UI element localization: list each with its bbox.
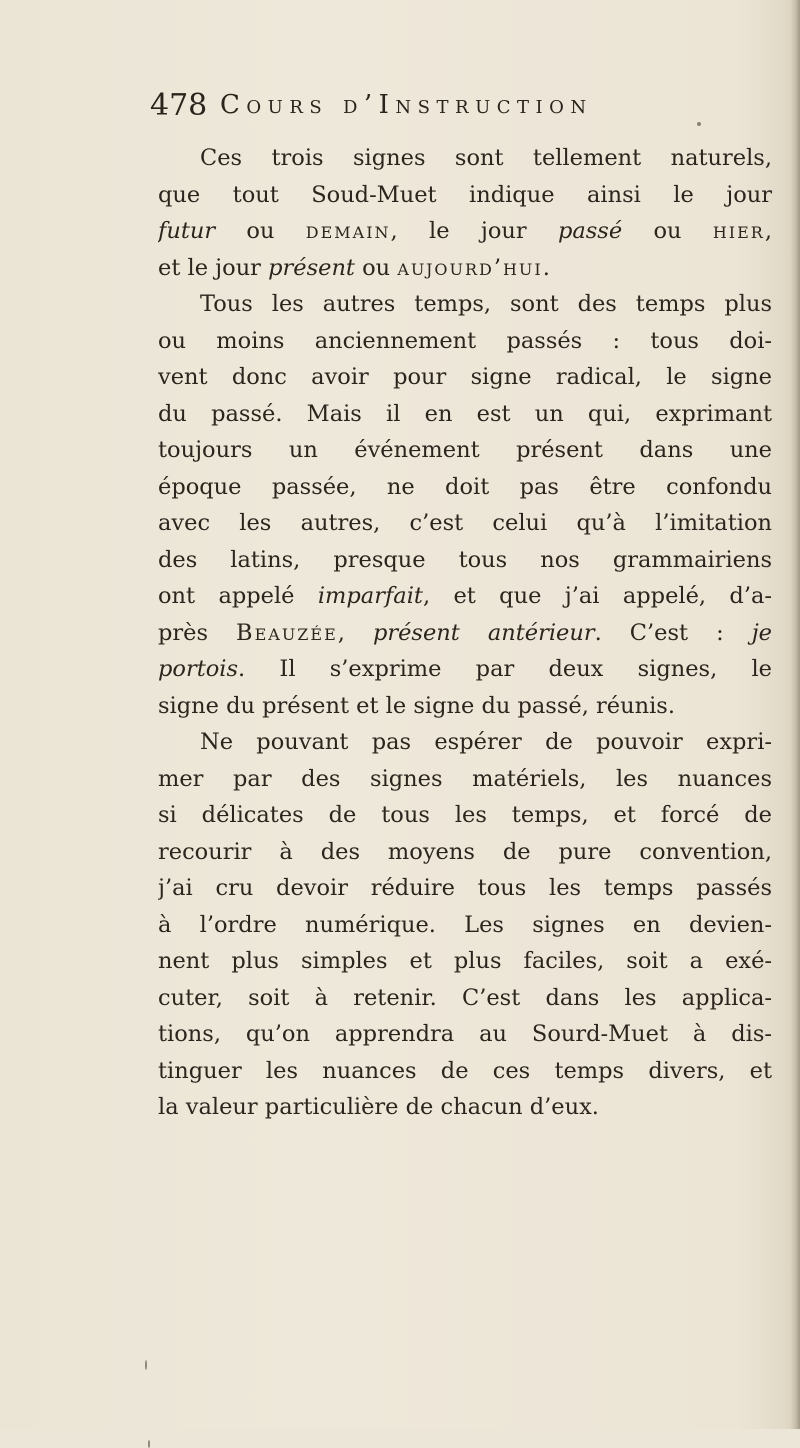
text-line — [158, 323, 772, 360]
text-run: mer par des signes matériels, les nuances — [158, 765, 772, 792]
paragraph-2 — [158, 286, 772, 724]
text-line — [158, 834, 772, 871]
text-run: et le jour — [158, 254, 269, 281]
text-run: à l’ordre numérique. Les signes en devien- — [158, 911, 772, 938]
text-run: près — [158, 619, 237, 646]
text-line — [158, 1089, 772, 1126]
text-line — [158, 396, 772, 433]
text-line — [158, 542, 772, 579]
text-line — [158, 286, 772, 323]
text-run: Tous les autres temps, sont des temps plus — [200, 291, 772, 317]
text-run: . — [542, 254, 550, 281]
text-run: Ces trois signes sont tellement naturels, — [200, 145, 772, 171]
text-run: ou — [622, 218, 713, 244]
text-line — [158, 578, 772, 615]
body-text — [158, 140, 772, 1126]
text-line — [158, 651, 772, 688]
text-line — [158, 797, 772, 834]
text-run: tions, qu’on apprendra au Sourd-Muet à dis- — [158, 1021, 772, 1047]
text-line — [158, 469, 772, 506]
text-run: époque passée, ne doit pas être confondu — [158, 473, 772, 500]
text-run: que tout Soud-Muet indique ainsi le jour — [158, 181, 772, 208]
text-line — [158, 943, 772, 980]
italic-run: je — [751, 619, 772, 646]
text-line — [158, 505, 772, 542]
text-line — [158, 1053, 772, 1090]
text-line — [158, 432, 772, 469]
text-run: nent plus simples et plus faciles, soit a exé- — [158, 948, 772, 974]
text-line — [158, 688, 772, 725]
scan-speck — [697, 122, 701, 126]
text-line — [158, 213, 772, 250]
text-line — [158, 615, 772, 652]
text-run: ou — [215, 218, 306, 244]
small-caps-run: hier — [712, 218, 765, 244]
text-run: vent donc avoir pour signe radical, le signe — [158, 364, 772, 390]
text-line — [158, 177, 772, 214]
italic-run: présent — [268, 254, 355, 281]
scan-speck — [145, 1360, 147, 1370]
text-run: cuter, soit à retenir. C’est dans les applica- — [158, 984, 772, 1011]
text-run: signe du présent et le signe du passé, réunis. — [158, 692, 675, 719]
text-run: Ne pouvant pas espérer de pouvoir expri- — [200, 729, 772, 755]
paragraph-1 — [158, 140, 772, 286]
page-edge-shadow — [790, 0, 800, 1429]
page-number: 478 — [150, 88, 208, 123]
text-line — [158, 907, 772, 944]
text-run: ont appelé — [158, 583, 318, 609]
text-run: avec les autres, c’est celui qu’à l’imitation — [158, 510, 772, 536]
italic-run: présent antérieur — [372, 619, 595, 646]
text-run: , — [337, 619, 373, 646]
small-caps-run: aujourd’hui — [397, 254, 543, 281]
text-run: , le jour — [390, 218, 558, 244]
text-run: la valeur particulière de chacun d’eux. — [158, 1094, 599, 1120]
scan-speck — [148, 1440, 150, 1448]
text-line — [158, 980, 772, 1017]
italic-run: passé — [557, 218, 623, 244]
running-title: Cours d’Instruction — [220, 90, 593, 120]
text-run: tinguer les nuances de ces temps divers, et — [158, 1057, 772, 1084]
text-line — [158, 1016, 772, 1053]
text-line — [158, 359, 772, 396]
text-run: ou moins anciennement passés : tous doi- — [158, 327, 772, 354]
text-line — [158, 761, 772, 798]
text-run: , — [764, 218, 772, 244]
text-line — [158, 140, 772, 177]
text-run: , et que j’ai appelé, d’a- — [422, 583, 772, 609]
text-run: du passé. Mais il en est un qui, exprimant — [158, 400, 772, 427]
page-header — [150, 88, 710, 128]
paragraph-3 — [158, 724, 772, 1126]
text-run: . C’est : — [594, 619, 752, 646]
text-run: j’ai cru devoir réduire tous les temps passés — [158, 875, 772, 901]
text-run: toujours un événement présent dans une — [158, 437, 772, 463]
small-caps-run: demain — [305, 218, 391, 244]
text-run: ou — [354, 254, 398, 281]
text-line — [158, 870, 772, 907]
text-line — [158, 250, 772, 287]
text-run: des latins, presque tous nos grammairiens — [158, 546, 772, 573]
italic-run: imparfait — [317, 583, 423, 609]
text-run: . Il s’exprime par deux signes, le — [238, 656, 772, 682]
italic-run: futur — [158, 218, 216, 244]
text-run: si délicates de tous les temps, et forcé de — [158, 802, 772, 828]
text-run: recourir à des moyens de pure convention, — [158, 838, 772, 865]
small-caps-run: Beauzée — [236, 619, 338, 646]
text-line — [158, 724, 772, 761]
italic-run: portois — [158, 656, 239, 682]
